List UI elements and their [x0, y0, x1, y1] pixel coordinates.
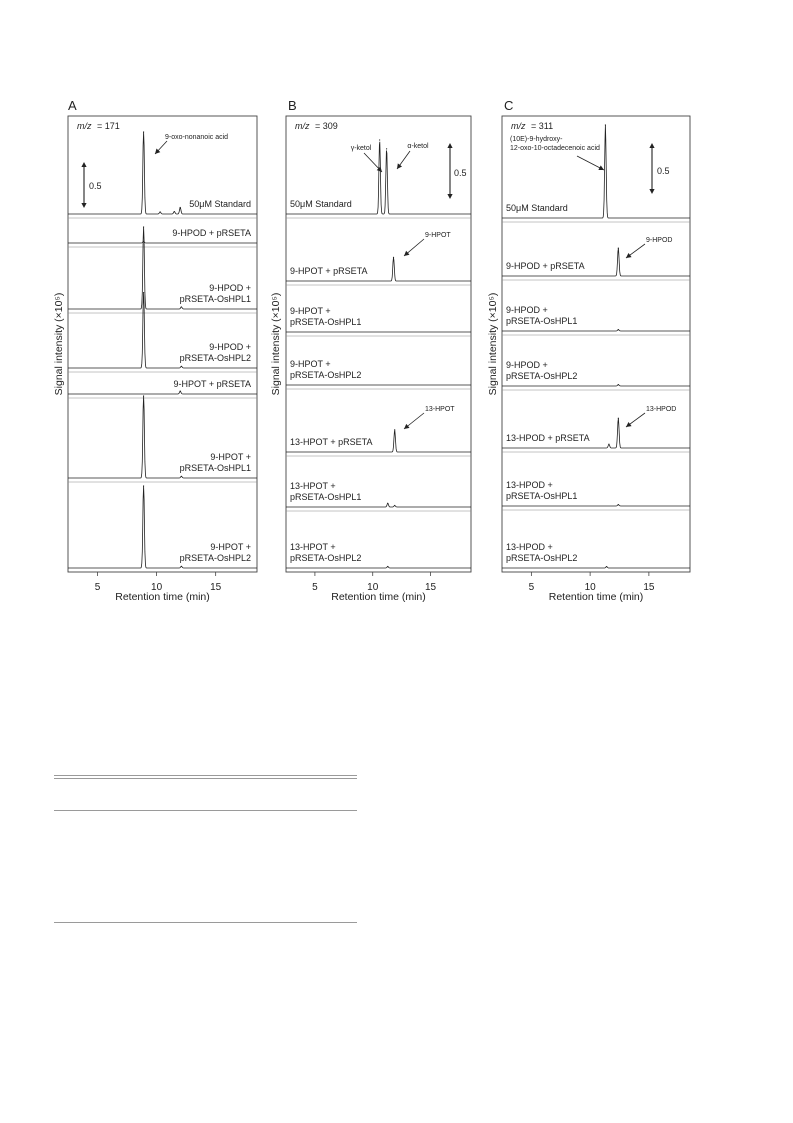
- mz-prefix: m/z: [77, 121, 92, 131]
- x-tick-label: 15: [424, 582, 437, 593]
- annotation-arrow-standard: [577, 156, 604, 170]
- scale-label: 0.5: [657, 166, 670, 176]
- peak-point: [394, 429, 395, 430]
- peak-point: [143, 131, 144, 132]
- scale-arrow-head-up: [81, 162, 86, 167]
- mz-prefix: m/z: [511, 121, 526, 131]
- trace-line: [502, 385, 690, 386]
- trace-label: 9-HPOT + pRSETA-OsHPL2: [290, 359, 362, 380]
- trace-label: 9-HPOD + pRSETA-OsHPL1: [506, 305, 578, 326]
- scale-arrow: [81, 162, 86, 208]
- x-axis-title: Retention time (min): [331, 591, 426, 603]
- peak-point: [618, 418, 619, 419]
- trace-label: 9-HPOD + pRSETA-OsHPL1: [179, 283, 251, 304]
- trace-label: 9-HPOT + pRSETA-OsHPL2: [179, 542, 251, 563]
- trace-line: [502, 505, 690, 506]
- trace-6: [286, 456, 471, 507]
- trace-5: [68, 372, 257, 394]
- mz-label: [295, 121, 338, 131]
- trace-label: 9-HPOD + pRSETA-OsHPL2: [179, 342, 251, 363]
- x-tick-label: 10: [151, 582, 163, 593]
- peak-point: [605, 124, 606, 125]
- peak-point: [387, 503, 388, 504]
- x-tick-label: 10: [584, 582, 596, 593]
- x-axis-title: Retention time (min): [548, 591, 644, 603]
- trace-line: [286, 503, 471, 507]
- panel-c: [487, 98, 690, 603]
- annotation-arrow-13-hpod: [626, 413, 645, 427]
- trace-line: [502, 567, 690, 568]
- scale-label: 0.5: [454, 168, 467, 178]
- trace-label: 9-HPOD + pRSETA: [506, 261, 585, 271]
- y-axis-title: Signal intensity (×10⁵): [270, 292, 282, 396]
- peak-point: [180, 207, 181, 208]
- annotation-arrow-alpha: [397, 151, 410, 169]
- peak-point: [608, 444, 609, 445]
- trace-2: [502, 222, 690, 276]
- plot-frame: [502, 116, 690, 572]
- trace-6: [68, 395, 257, 478]
- peak-point: [181, 476, 182, 477]
- annotation-arrow-9-hpod-head: [626, 253, 632, 258]
- x-tick-label: 5: [312, 582, 318, 593]
- peak-point: [606, 566, 607, 567]
- panel-letter: A: [68, 98, 77, 113]
- trace-line: [68, 241, 257, 243]
- y-axis-title: Signal intensity (×10⁵): [53, 292, 65, 396]
- trace-label: 9-HPOT + pRSETA-OsHPL1: [179, 452, 251, 473]
- mz-value: = 171: [97, 121, 120, 131]
- peak-point: [618, 504, 619, 505]
- annotation-arrow-9-hpot: [404, 239, 424, 256]
- x-tick-label: 10: [367, 582, 379, 593]
- panel-letter: C: [504, 98, 514, 113]
- peak-point: [379, 139, 380, 140]
- peak-point: [174, 211, 175, 212]
- mz-label: [77, 121, 120, 131]
- trace-label: 9-HPOT + pRSETA-OsHPL1: [290, 306, 362, 327]
- trace-3: [68, 226, 257, 309]
- trace-5: [286, 389, 471, 452]
- x-tick-label: 15: [643, 582, 655, 593]
- scale-arrow: [447, 143, 452, 199]
- trace-label: 13-HPOD + pRSETA-OsHPL2: [506, 542, 578, 563]
- trace-7: [68, 482, 257, 568]
- peak-annotation-13-hpot: 13-HPOT: [425, 406, 455, 413]
- trace-6: [502, 452, 690, 506]
- trace-line: [286, 567, 471, 569]
- trace-label: 50μM Standard: [290, 199, 352, 209]
- panel-b: [270, 98, 471, 603]
- trace-label: 9-HPOD + pRSETA: [172, 228, 251, 238]
- trace-label: 13-HPOD + pRSETA-OsHPL1: [506, 480, 578, 501]
- annotation-arrow-13-hpod-head: [626, 422, 632, 427]
- trace-7: [502, 510, 690, 568]
- x-tick-label: 5: [94, 582, 101, 593]
- peak-point: [393, 257, 394, 258]
- peak-point: [618, 384, 619, 385]
- trace-label: 9-HPOT + pRSETA: [290, 266, 368, 276]
- annotation-arrow-13-hpot: [404, 413, 424, 429]
- mz-label: [511, 121, 553, 131]
- mz-value: = 311: [531, 121, 554, 131]
- mz-value: = 309: [315, 121, 338, 131]
- trace-2: [286, 218, 471, 281]
- trace-line: [68, 391, 257, 394]
- annotation-arrow: [155, 141, 167, 154]
- peak-point: [618, 248, 619, 249]
- trace-label: 9-HPOT + pRSETA: [173, 379, 251, 389]
- trace-7: [286, 511, 471, 568]
- table-bottom-rule: [54, 922, 357, 923]
- scale-arrow-head-up: [649, 143, 654, 148]
- x-tick-label: 15: [210, 582, 222, 593]
- peak-point: [618, 329, 619, 330]
- x-tick-label: 5: [528, 582, 535, 593]
- peak-point: [386, 148, 387, 149]
- trace-3: [502, 280, 690, 331]
- peak-point: [394, 505, 395, 506]
- peak-annotation-9-hpot: 9-HPOT: [425, 232, 451, 239]
- trace-label: 50μM Standard: [189, 199, 251, 209]
- peak-annotation-9-hpod: 9-HPOD: [646, 237, 673, 244]
- peak-annotation-gamma-ketol: γ-ketol: [350, 145, 372, 152]
- peak-point: [180, 391, 181, 392]
- peak-point: [181, 306, 182, 307]
- scale-arrow-head-down: [81, 203, 86, 208]
- peak-point: [181, 566, 182, 567]
- trace-3: [286, 285, 471, 332]
- trace-1: [68, 131, 257, 214]
- panel-a: [53, 98, 257, 603]
- table-top-rule-2: [54, 778, 357, 779]
- scale-arrow-head-down: [649, 189, 654, 194]
- annotation-arrow-9-hpod: [626, 244, 645, 258]
- peak-point: [387, 566, 388, 567]
- trace-line: [502, 330, 690, 331]
- peak-point: [143, 226, 144, 227]
- table-header-rule: [54, 810, 357, 811]
- x-axis-title: Retention time (min): [115, 591, 210, 603]
- annotation-arrow-13-hpot-head: [404, 424, 410, 429]
- trace-5: [502, 390, 690, 448]
- peak-point: [181, 366, 182, 367]
- peak-point: [160, 211, 161, 212]
- peak-annotation-13-hpod: 13-HPOD: [646, 406, 677, 413]
- peak-annotation-alpha-ketol: α-ketol: [407, 143, 429, 150]
- trace-4: [286, 336, 471, 385]
- trace-label: 13-HPOD + pRSETA: [506, 433, 590, 443]
- annotation-arrow-alpha-head: [397, 163, 402, 169]
- y-axis-title: Signal intensity (×10⁵): [487, 292, 499, 396]
- trace-label: 50μM Standard: [506, 203, 568, 213]
- trace-label: 13-HPOT + pRSETA-OsHPL2: [290, 542, 362, 563]
- panel-letter: B: [288, 98, 297, 113]
- trace-2: [68, 218, 257, 243]
- table-top-rule-1: [54, 775, 357, 776]
- peak-point: [143, 395, 144, 396]
- peak-point: [143, 485, 144, 486]
- trace-label: 9-HPOD + pRSETA-OsHPL2: [506, 360, 578, 381]
- trace-label: 13-HPOT + pRSETA-OsHPL1: [290, 481, 362, 502]
- trace-label: 13-HPOT + pRSETA: [290, 437, 373, 447]
- mz-prefix: m/z: [295, 121, 310, 131]
- peak-annotation-standard: (10E)-9-hydroxy-12-oxo-10-octadecenoic acid: [510, 136, 600, 152]
- scale-arrow-head-down: [447, 194, 452, 199]
- trace-4: [502, 335, 690, 386]
- trace-1: [286, 139, 471, 214]
- scale-label: 0.5: [89, 181, 102, 191]
- peak-annotation: 9-oxo-nonanoic acid: [165, 134, 229, 141]
- scale-arrow-head-up: [447, 143, 452, 148]
- scale-arrow: [649, 143, 654, 194]
- peak-point: [143, 292, 144, 293]
